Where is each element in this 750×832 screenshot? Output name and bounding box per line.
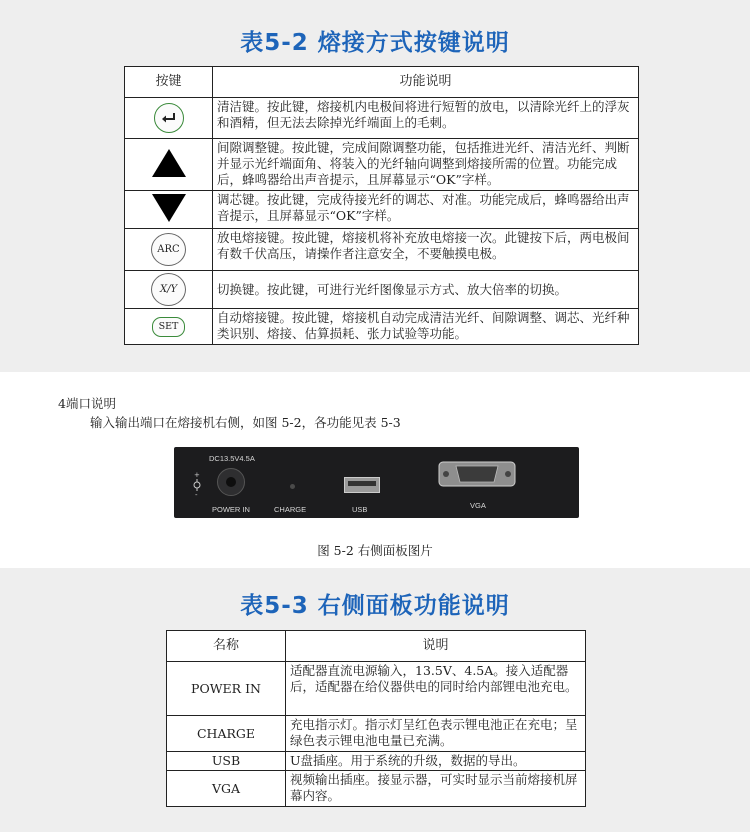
table-5-3-title: 表5-3 右侧面板功能说明 [240,593,510,619]
table-row [125,191,639,229]
table-header-row [167,631,586,662]
row-description: 切换键。按此键，可进行光纤图像显示方式、放大倍率的切换。 [213,271,639,309]
down-triangle-icon [151,193,187,227]
table-row [167,771,586,807]
dc-polarity-icon [190,471,204,497]
key-description-table [124,66,639,345]
table-5-2-title: 表5-2 熔接方式按键说明 [240,30,510,56]
table-row [125,309,639,345]
panel-description-table [166,630,586,807]
row-description: 清洁键。按此键，熔接机内电极间将进行短暂的放电，以清除光纤上的浮灰和酒精，但无法去除掉光纤端面上的毛刺。 [213,98,639,139]
enter-icon [154,103,184,133]
port-description: 适配器直流电源输入，13.5V、4.5A。接入适配器后，适配器在给仪器供电的同时给内部锂电池充电。 [286,662,586,716]
vga-port-icon [438,461,516,487]
table-row [167,662,586,716]
table-row [125,229,639,271]
svg-text:-: - [195,491,198,497]
name-column-header: 名称 [167,631,286,662]
port-section-description: 输入输出端口在熔接机右侧，如图 5-2，各功能见表 5-3 [90,415,401,430]
table-row [167,716,586,752]
table-row [125,98,639,139]
usb-label: USB [352,505,368,514]
port-section-heading: 4端口说明 [58,396,116,411]
port-name: POWER IN [167,662,286,716]
table-row [167,752,586,771]
arc-key-icon: ARC [151,233,186,266]
up-triangle-icon [151,148,187,182]
row-description: 间隙调整键。按此键，完成间隙调整功能，包括推进光纤、清洁光纤、判断并显示光纤端面角、将装入的光纤轴向调整到熔接所需的位置。功能完成后，蜂鸣器给出声音提示，且屏幕显示“OK”字样。 [213,139,639,191]
table-row [125,139,639,191]
power-jack-icon [217,468,245,496]
svg-text:+: + [194,471,200,479]
right-side-panel-image [174,447,579,518]
charge-label: CHARGE [274,505,307,514]
vga-label: VGA [470,501,486,510]
port-description: 视频输出插座。接显示器，可实时显示当前熔接机屏幕内容。 [286,771,586,807]
row-description: 调芯键。按此键，完成待接光纤的调芯、对准。功能完成后，蜂鸣器给出声音提示，且屏幕显示“OK”字样。 [213,191,639,229]
power-in-label: POWER IN [212,505,250,514]
charge-led-icon [290,484,295,489]
power-rating-label: DC13.5V4.5A [209,454,255,463]
row-description: 自动熔接键。按此键，熔接机自动完成清洁光纤、间隙调整、调芯、光纤种类识别、熔接、估算损耗、张力试验等功能。 [213,309,639,345]
desc-column-header: 说明 [286,631,586,662]
key-column-header: 按键 [125,67,213,98]
table-header-row [125,67,639,98]
usb-port-icon [344,477,380,493]
table-row [125,271,639,309]
desc-column-header: 功能说明 [213,67,639,98]
port-description: U盘插座。用于系统的升级，数据的导出。 [286,752,586,771]
row-description: 放电熔接键。按此键，熔接机将补充放电熔接一次。此键按下后，两电极间有数千伏高压，请操作者注意安全，不要触摸电极。 [213,229,639,271]
port-description: 充电指示灯。指示灯呈红色表示锂电池正在充电；呈绿色表示锂电池电量已充满。 [286,716,586,752]
port-name: VGA [167,771,286,807]
xy-key-icon: X/Y [151,273,186,306]
port-name: USB [167,752,286,771]
port-name: CHARGE [167,716,286,752]
figure-caption: 图 5-2 右侧面板图片 [317,543,433,558]
set-key-icon: SET [152,317,185,337]
